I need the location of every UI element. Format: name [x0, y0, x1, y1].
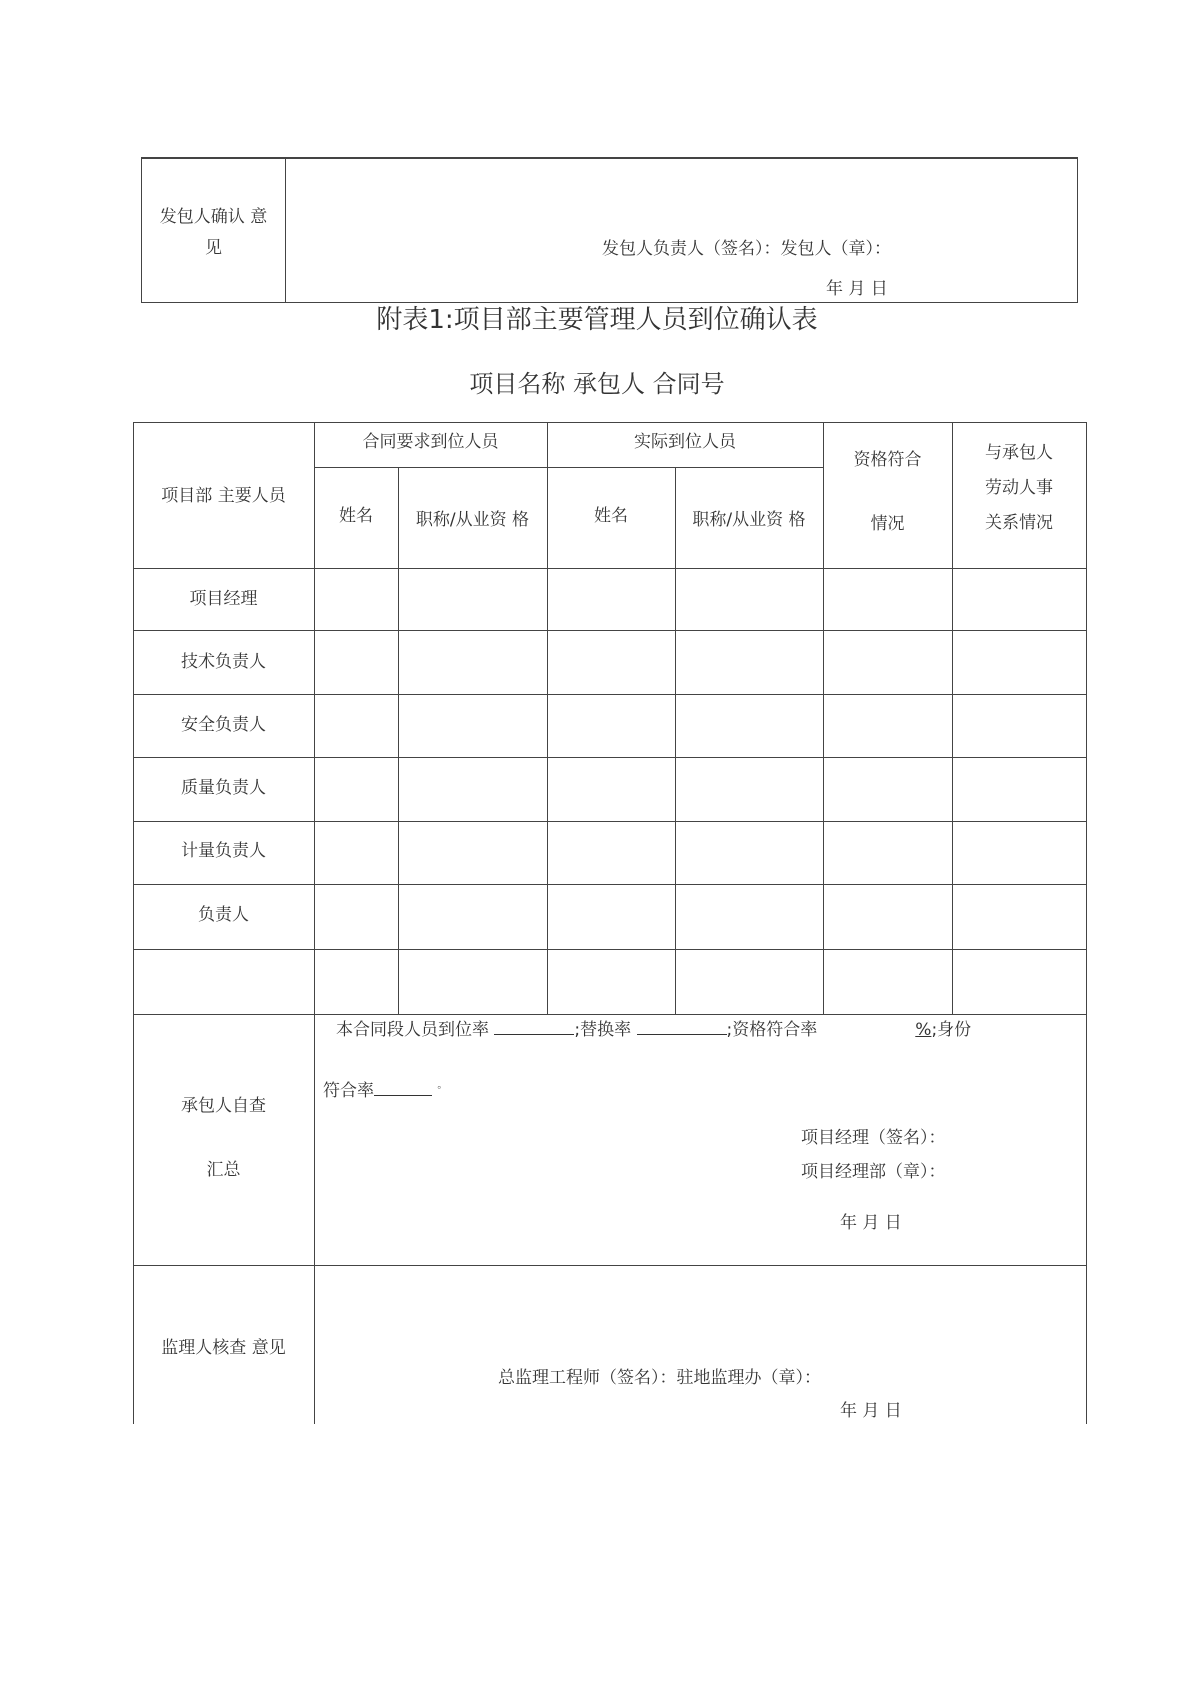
header-name-2: 姓名: [594, 506, 628, 526]
supervisor-label: 监理人核查 意见: [161, 1338, 286, 1358]
header-contract-required: 合同要求到位人员: [362, 432, 499, 452]
table-row-line: [133, 884, 1087, 885]
supervisor-date: 年 月 日: [840, 1401, 902, 1421]
supervisor-signature: 总监理工程师（签名）：驻地监理办（章）：: [498, 1368, 821, 1388]
top-table-border-bottom: [141, 302, 1078, 303]
top-table-border-top: [141, 157, 1078, 159]
table-border-right: [1086, 422, 1087, 1424]
table-col-line: [952, 422, 953, 1014]
table-border-top: [133, 422, 1087, 423]
table-col-line: [823, 422, 824, 1014]
identity-rate-label: 符合率: [323, 1081, 374, 1101]
top-table-divider: [285, 157, 286, 303]
qual-rate-label: ;资格符合率: [726, 1020, 818, 1040]
percent-sign: %: [915, 1020, 932, 1040]
header-qual-match: 资格符合: [853, 450, 922, 470]
row-label: 项目经理: [189, 589, 258, 609]
replace-rate-label: ;替换率: [574, 1020, 632, 1040]
replace-rate-field[interactable]: [637, 1020, 727, 1035]
pm-signature: 项目经理（签名）：: [801, 1128, 946, 1148]
table-col-line: [547, 422, 548, 468]
header-relation-1: 与承包人: [985, 443, 1053, 463]
page-subtitle: 项目名称 承包人 合同号: [469, 370, 725, 398]
page-title: 附表1:项目部主要管理人员到位确认表: [376, 305, 818, 335]
arrival-rate-label: 本合同段人员到位率: [336, 1020, 489, 1040]
header-relation-2: 劳动人事: [985, 478, 1053, 498]
header-title-qual-2: 职称/从业资 格: [692, 510, 806, 530]
table-col-line: [675, 467, 676, 1014]
table-row-line: [133, 949, 1087, 950]
row-label: 质量负责人: [181, 778, 266, 798]
table-row-line: [133, 821, 1087, 822]
header-title-qual-1: 职称/从业资 格: [415, 510, 530, 530]
table-col-line: [398, 467, 399, 1014]
table-row-line: [133, 630, 1087, 631]
table-col-line: [547, 422, 548, 1014]
pm-stamp: 项目经理部（章）：: [801, 1162, 946, 1182]
header-actual: 实际到位人员: [634, 432, 736, 452]
header-name-1: 姓名: [339, 506, 373, 526]
header-qual-match-2: 情况: [870, 514, 905, 534]
row-label: 安全负责人: [181, 715, 266, 735]
table-row-line: [133, 694, 1087, 695]
header-main-staff: 项目部 主要人员: [161, 486, 286, 506]
self-check-date: 年 月 日: [840, 1213, 902, 1233]
table-row-line: [133, 1014, 1087, 1015]
top-table-border-right: [1077, 157, 1078, 303]
self-check-label-2: 汇总: [206, 1160, 241, 1180]
row-label: 计量负责人: [181, 841, 266, 861]
identity-label: ;身份: [931, 1020, 972, 1040]
period: 。: [437, 1080, 448, 1091]
self-check-label: 承包人自查: [181, 1096, 266, 1116]
identity-rate-field[interactable]: [374, 1081, 432, 1096]
table-row-line: [133, 568, 1087, 569]
row-label: 技术负责人: [181, 652, 266, 672]
self-check-rates-line: [336, 1020, 971, 1039]
employer-confirm-label: 发包人确认 意: [159, 207, 268, 227]
identity-rate-line: [323, 1081, 447, 1100]
header-subrow-line: [314, 467, 823, 468]
employer-confirm-label-2: 见: [205, 238, 222, 258]
row-label: 负责人: [198, 905, 249, 925]
header-relation-3: 关系情况: [985, 513, 1053, 533]
employer-date: 年 月 日: [826, 279, 888, 299]
table-border-left: [133, 422, 134, 1424]
employer-signature-line: 发包人负责人（签名）：发包人（章）：: [602, 239, 891, 259]
table-row-line: [133, 757, 1087, 758]
top-table-border-left: [141, 157, 142, 303]
arrival-rate-field[interactable]: [494, 1020, 574, 1035]
table-row-line: [133, 1265, 1087, 1266]
table-col-line: [314, 422, 315, 1424]
